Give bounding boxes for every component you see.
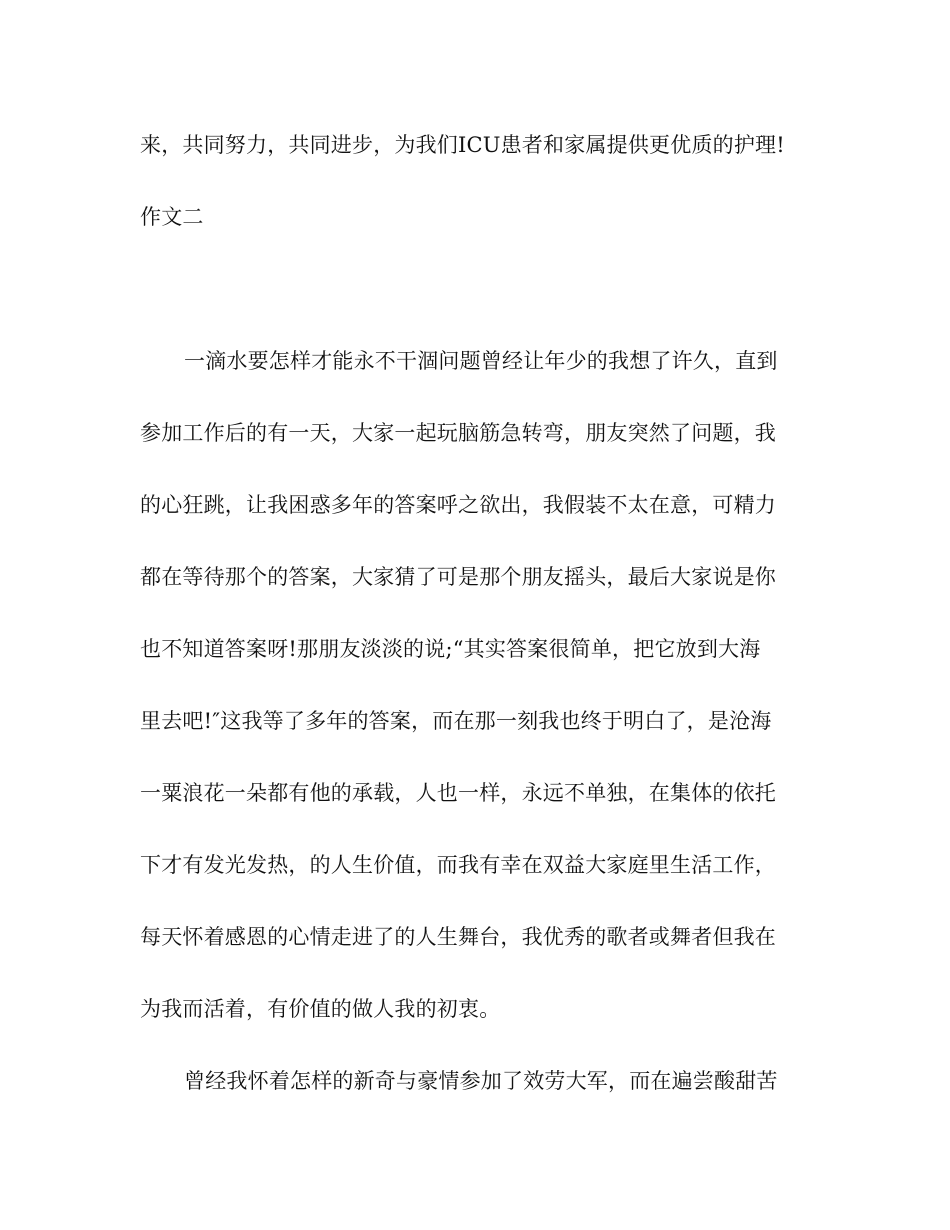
text-line: 每天怀着感恩的心情走进了的人生舞台，我优秀的歌者或舞者但我在 bbox=[140, 925, 776, 949]
text-line: 下才有发光发热，的人生价值，而我有幸在双益大家庭里生活工作， bbox=[140, 853, 776, 877]
text-line: 来，共同努力，共同进步，为我们ICU患者和家属提供更优质的护理! bbox=[140, 133, 785, 157]
text-line: 的心狂跳，让我困惑多年的答案呼之欲出，我假装不太在意，可精力 bbox=[140, 493, 776, 517]
text-line: 都在等待那个的答案，大家猜了可是那个朋友摇头，最后大家说是你 bbox=[140, 565, 776, 589]
section-heading: 作文二 bbox=[140, 205, 204, 229]
text-line: 里去吧!″这我等了多年的答案，而在那一刻我也终于明白了，是沧海 bbox=[140, 709, 772, 733]
text-line: 一粟浪花一朵都有他的承载，人也一样，永远不单独，在集体的依托 bbox=[140, 781, 776, 805]
paragraph-first-line: 曾经我怀着怎样的新奇与豪情参加了效劳大军，而在遍尝酸甜苦 bbox=[184, 1069, 778, 1093]
text-line: 也不知道答案呀!那朋友淡淡的说;“其实答案很简单，把它放到大海 bbox=[140, 637, 761, 661]
text-line: 参加工作后的有一天，大家一起玩脑筋急转弯，朋友突然了问题，我 bbox=[140, 421, 776, 445]
paragraph-first-line: 一滴水要怎样才能永不干涸问题曾经让年少的我想了许久，直到 bbox=[184, 349, 778, 373]
text-line: 为我而活着，有价值的做人我的初衷。 bbox=[140, 997, 501, 1021]
